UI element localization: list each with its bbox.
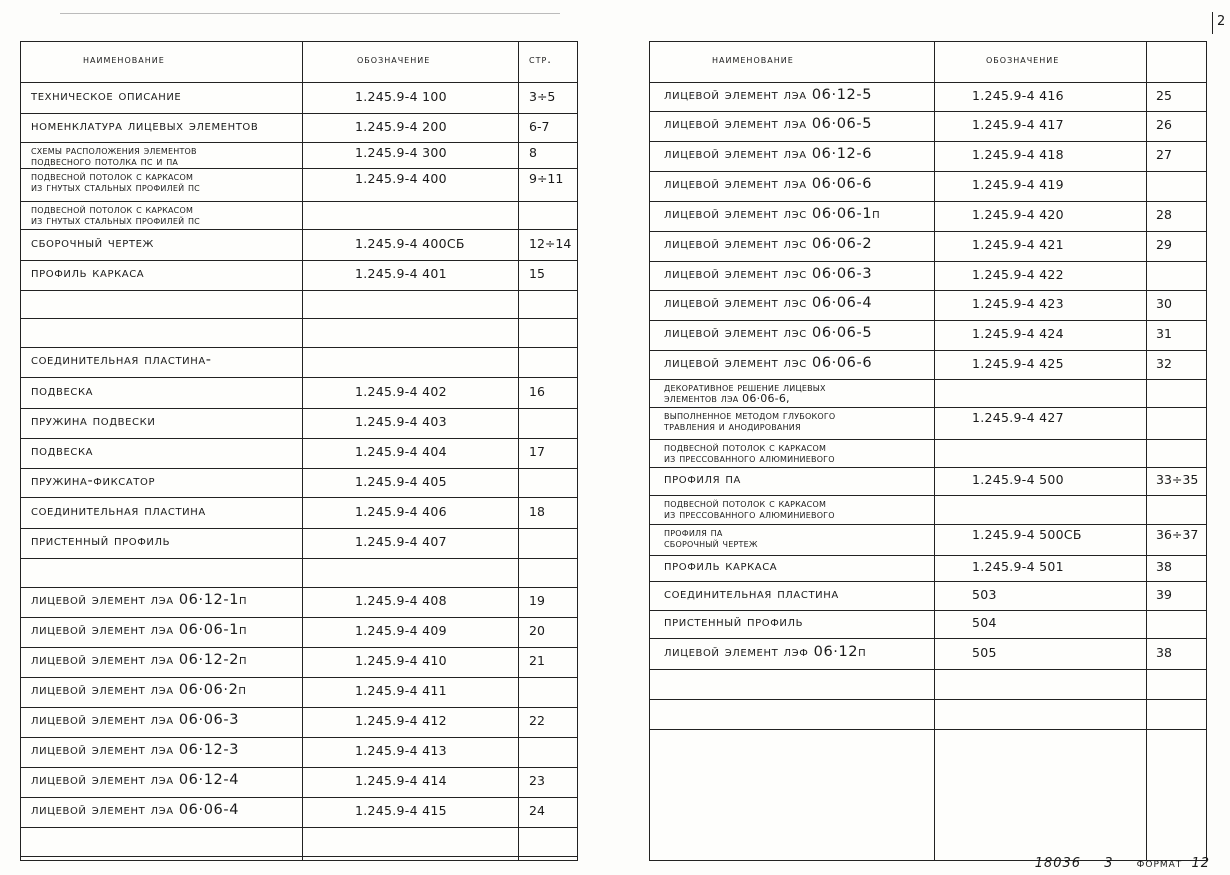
item-page: 17 [529,444,545,459]
item-name-line: лицевой элемент лэс 06·06-6 [664,355,873,371]
item-name-line: лицевой элемент лэс 06·06-3 [664,266,873,282]
item-name-line: лицевой элемент лэа 06·06-1п [31,622,248,638]
item-name-line: профиля па [664,471,741,487]
item-name [31,503,206,519]
item-name-line2: травления и анодирования [664,420,801,433]
item-name [664,176,872,192]
item-page: 23 [529,773,545,788]
item-code: 1.245.9-4 300 [355,145,447,160]
item-name-line: лицевой элемент лэс 06·06-4 [664,295,873,311]
table-row [21,737,577,767]
table-row [21,617,577,647]
item-name [664,87,872,103]
item-name-line: лицевой элемент лэа 06·06·2п [31,682,247,698]
table-row [21,260,577,290]
item-name [664,206,880,222]
item-name [31,88,181,104]
item-name-line2: из прессованного алюминиевого [664,452,835,465]
item-name [31,443,93,459]
item-code: 1.245.9-4 422 [972,267,1064,282]
item-code: 1.245.9-4 413 [355,743,447,758]
item-page: 27 [1156,147,1172,162]
item-name [664,146,872,162]
item-page: 9÷11 [529,171,564,186]
table-row [650,201,1206,231]
item-name [31,204,200,226]
item-name [31,742,239,758]
item-name-line: лицевой элемент лэа 06·12-2п [31,652,248,668]
table-row [650,439,1206,467]
table-row [650,495,1206,524]
item-name-line: пружина-фиксатор [31,473,156,489]
item-name [664,410,835,432]
item-name-line: соединительная пластина [664,586,839,602]
item-code: 1.245.9-4 412 [355,713,447,728]
format-label: формат [1136,856,1183,871]
item-name [31,533,170,549]
item-name-line: подвесной потолок с каркасом [664,441,827,454]
item-name [31,265,144,281]
item-name [31,712,239,728]
item-name [664,325,872,341]
item-name [664,442,835,464]
item-name [664,355,872,371]
table-row [21,528,577,558]
item-name-line: профиль каркаса [31,265,145,281]
item-page: 19 [529,593,545,608]
item-name-line2: элементов лэа 06·06-6, [664,392,790,405]
item-name [664,236,872,252]
item-name-line: лицевой элемент лэс 06·06-2 [664,236,873,252]
table-row [650,555,1206,581]
table-row [21,229,577,260]
table-row [650,669,1206,699]
table-row [21,438,577,468]
row-divider [650,729,1206,730]
item-name [664,558,777,574]
item-name [664,266,872,282]
item-code: 505 [972,645,997,660]
item-code: 1.245.9-4 500 [972,472,1064,487]
item-code: 504 [972,615,997,630]
item-code: 1.245.9-4 400СБ [355,236,465,251]
item-name [664,471,741,487]
item-name [664,295,872,311]
table-row [21,497,577,528]
item-code: 1.245.9-4 406 [355,504,447,519]
item-name [31,413,155,429]
item-page: 33÷35 [1156,472,1199,487]
item-page: 30 [1156,296,1172,311]
item-code: 1.245.9-4 410 [355,653,447,668]
item-name-line: лицевой элемент лэа 06·12-3 [31,742,240,758]
item-code: 1.245.9-4 400 [355,171,447,186]
table-row [21,82,577,113]
table-row [650,610,1206,638]
sheet-index: 3 [1104,856,1114,871]
item-page: 15 [529,266,545,281]
item-name-line2: подвесного потолка пс и па [31,155,179,168]
item-name [31,235,154,251]
scan-edge-line [60,13,560,14]
table-row [21,797,577,827]
item-name [664,644,866,660]
item-name [664,382,826,404]
item-page: 36÷37 [1156,527,1199,542]
item-name-line2: сборочный чертеж [664,537,758,550]
item-name-line: лицевой элемент лэа 06·06-4 [31,802,240,818]
item-code: 1.245.9-4 407 [355,534,447,549]
header-code: обозначение [986,52,1060,66]
item-name-line: выполненное методом глубокого [664,409,836,422]
item-name-line: лицевой элемент лэа 06·12-1п [31,592,248,608]
item-code: 1.245.9-4 200 [355,119,447,134]
item-name-line: подвесной потолок с каркасом [664,497,827,510]
item-page: 16 [529,384,545,399]
item-name-line: лицевой элемент лэа 06·12-6 [664,146,873,162]
table-row [21,113,577,142]
item-name-line: декоративное решение лицевых [664,381,826,394]
table-row [650,231,1206,261]
item-code: 1.245.9-4 403 [355,414,447,429]
item-name [31,383,93,399]
header-page: стр. [529,52,552,66]
item-code: 1.245.9-4 401 [355,266,447,281]
item-name-line: схемы расположения элементов [31,144,197,157]
row-divider [21,856,577,857]
item-code: 1.245.9-4 427 [972,410,1064,425]
item-page: 24 [529,803,545,818]
item-code: 1.245.9-4 421 [972,237,1064,252]
table-row [21,677,577,707]
table-row [21,707,577,737]
sheet-number: 2 [1217,14,1226,29]
item-page: 32 [1156,356,1172,371]
header-code: обозначение [357,52,431,66]
item-code: 1.245.9-4 501 [972,559,1064,574]
item-name-line: соединительная пластина [31,503,206,519]
item-page: 18 [529,504,545,519]
item-name [31,802,239,818]
table-row [21,468,577,497]
table-row [21,377,577,408]
item-name-line2: из гнутых стальных профилей пс [31,181,200,194]
item-name [664,614,803,630]
item-page: 28 [1156,207,1172,222]
table-row [650,638,1206,669]
item-code: 1.245.9-4 408 [355,593,447,608]
item-name [664,527,758,549]
table-row [21,767,577,797]
item-name [31,171,200,193]
item-name-line: пристенный профиль [664,614,804,630]
format-value: 12 [1191,856,1210,871]
item-page: 12÷14 [529,236,572,251]
item-page: 38 [1156,645,1172,660]
item-code: 1.245.9-4 423 [972,296,1064,311]
item-code: 1.245.9-4 404 [355,444,447,459]
table-row [21,647,577,677]
title-block-footer [1017,856,1210,871]
item-page: 39 [1156,587,1172,602]
item-name-line: подвесной потолок с каркасом [31,170,194,183]
item-name-line: техническое описание [31,88,182,104]
item-code: 503 [972,587,997,602]
item-name [664,498,835,520]
table-row [650,379,1206,407]
table-row [650,290,1206,320]
item-code: 1.245.9-4 411 [355,683,447,698]
doc-number: 18036 [1034,856,1082,871]
item-page: 6-7 [529,119,550,134]
item-page: 3÷5 [529,89,556,104]
item-code: 1.245.9-4 500СБ [972,527,1082,542]
contents-table-left [20,41,578,861]
item-name-line: профиль каркаса [664,558,778,574]
item-code: 1.245.9-4 100 [355,89,447,104]
item-code: 1.245.9-4 414 [355,773,447,788]
item-name [31,622,247,638]
item-name-line: лицевой элемент лэа 06·12-4 [31,772,240,788]
table-row [21,587,577,617]
item-name-line: соединительная пластина- [31,352,212,368]
item-name-line: профиля па [664,526,723,539]
contents-table-right [649,41,1207,861]
item-code: 1.245.9-4 419 [972,177,1064,192]
table-row [650,524,1206,555]
table-row [21,347,577,377]
table-row [650,467,1206,495]
item-name-line2: из гнутых стальных профилей пс [31,214,200,227]
item-page: 22 [529,713,545,728]
table-row [650,350,1206,379]
item-name-line: пристенный профиль [31,533,171,549]
table-row [650,141,1206,171]
item-code: 1.245.9-4 417 [972,117,1064,132]
item-name-line: подвеска [31,443,94,459]
item-name [31,145,197,167]
item-name [31,772,239,788]
item-page: 38 [1156,559,1172,574]
item-code: 1.245.9-4 402 [355,384,447,399]
item-name-line2: из прессованного алюминиевого [664,508,835,521]
item-name-line: подвеска [31,383,94,399]
table-row [21,168,577,201]
item-name [31,592,247,608]
item-page: 25 [1156,88,1172,103]
table-row [650,699,1206,729]
table-row [21,318,577,347]
table-row [650,82,1206,111]
table-row [650,261,1206,290]
item-name [31,118,258,134]
sheet-edge-mark [1212,12,1213,34]
table-row [21,558,577,587]
item-name-line: лицевой элемент лэс 06·06-5 [664,325,873,341]
item-code: 1.245.9-4 415 [355,803,447,818]
item-name-line: номенклатура лицевых элементов [31,118,259,134]
table-row [21,827,577,856]
item-name [31,352,212,368]
item-code: 1.245.9-4 418 [972,147,1064,162]
item-name [664,116,872,132]
item-name [664,586,839,602]
item-name-line: подвесной потолок с каркасом [31,203,194,216]
table-row [650,581,1206,610]
table-row [21,290,577,318]
item-page: 31 [1156,326,1172,341]
item-name-line: лицевой элемент лэа 06·06-3 [31,712,240,728]
item-name [31,652,247,668]
item-page: 26 [1156,117,1172,132]
table-row [650,171,1206,201]
header-name: наименование [83,52,165,66]
item-name [31,473,155,489]
table-row [650,407,1206,439]
item-name-line: пружина подвески [31,413,156,429]
item-code: 1.245.9-4 425 [972,356,1064,371]
item-name-line: сборочный чертеж [31,235,154,251]
item-page: 20 [529,623,545,638]
item-name-line: лицевой элемент лэф 06·12п [664,644,867,660]
item-name-line: лицевой элемент лэа 06·06-6 [664,176,873,192]
item-page: 29 [1156,237,1172,252]
item-code: 1.245.9-4 420 [972,207,1064,222]
item-page: 8 [529,145,537,160]
item-code: 1.245.9-4 409 [355,623,447,638]
table-row [21,142,577,168]
table-row [21,408,577,438]
header-name: наименование [712,52,794,66]
table-row [650,320,1206,350]
table-row [650,111,1206,141]
item-code: 1.245.9-4 424 [972,326,1064,341]
item-name-line: лицевой элемент лэа 06·12-5 [664,87,873,103]
item-name [31,682,247,698]
table-row [21,201,577,229]
item-name-line: лицевой элемент лэс 06·06-1п [664,206,881,222]
item-code: 1.245.9-4 405 [355,474,447,489]
item-code: 1.245.9-4 416 [972,88,1064,103]
item-name-line: лицевой элемент лэа 06·06-5 [664,116,873,132]
item-page: 21 [529,653,545,668]
